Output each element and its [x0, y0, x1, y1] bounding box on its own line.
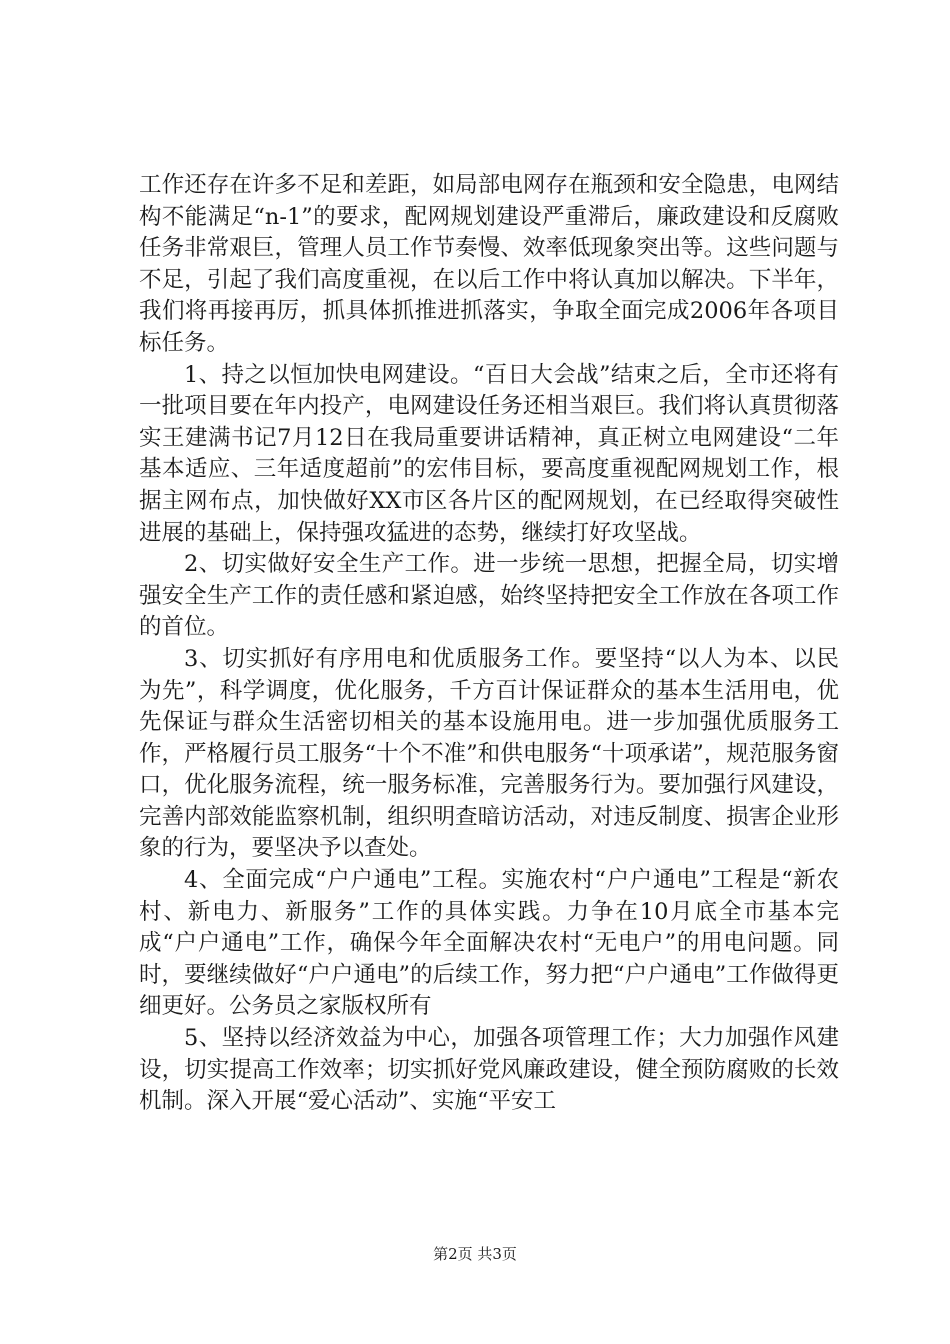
page-number-footer: 第2页 共3页: [433, 1245, 517, 1263]
paragraph-item-1: 1、持之以恒加快电网建设。“百日大会战”结束之后，全市还将有一批项目要在年内投产，电网建设任务还相当艰巨。我们将认真贯彻落实王建满书记7月12日在我局重要讲话精神，真正树立电网建设“二年基本适应、三年适度超前”的宏伟目标，要高度重视配网规划工作，根据主网布点，加快做好XX市区各片区的配网规划，在已经取得突破性进展的基础上，保持强攻猛进的态势，继续打好攻坚战。: [139, 361, 839, 546]
paragraph-item-5: 5、坚持以经济效益为中心，加强各项管理工作；大力加强作风建设，切实提高工作效率；切实抓好党风廉政建设，健全预防腐败的长效机制。深入开展“爱心活动”、实施“平安工: [139, 1025, 839, 1115]
paragraph-item-2: 2、切实做好安全生产工作。进一步统一思想，把握全局，切实增强安全生产工作的责任感和紧迫感，始终坚持把安全工作放在各项工作的首位。: [139, 551, 839, 641]
paragraph-item-3: 3、切实抓好有序用电和优质服务工作。要坚持“以人为本、以民为先”，科学调度，优化服务，千方百计保证群众的基本生活用电，优先保证与群众生活密切相关的基本设施用电。进一步加强优质服务工作，严格履行员工服务“十个不准”和供电服务“十项承诺”，规范服务窗口，优化服务流程，统一服务标准，完善服务行为。要加强行风建设，完善内部效能监察机制，组织明查暗访活动，对违反制度、损害企业形象的行为，要坚决予以查处。: [139, 645, 839, 862]
paragraph-continuation: 工作还存在许多不足和差距，如局部电网存在瓶颈和安全隐患，电网结构不能满足“n-1”的要求，配网规划建设严重滞后，廉政建设和反腐败任务非常艰巨，管理人员工作节奏慢、效率低现象突出等。这些问题与不足，引起了我们高度重视，在以后工作中将认真加以解决。下半年，我们将再接再厉，抓具体抓推进抓落实，争取全面完成2006年各项目标任务。: [139, 172, 839, 356]
paragraph-item-4: 4、全面完成“户户通电”工程。实施农村“户户通电”工程是“新农村、新电力、新服务”工作的具体实践。力争在10月底全市基本完成“户户通电”工作，确保今年全面解决农村“无电户”的用电问题。同时，要继续做好“户户通电”的后续工作，努力把“户户通电”工作做得更细更好。公务员之家版权所有: [139, 867, 839, 1020]
document-body: [139, 170, 839, 1118]
